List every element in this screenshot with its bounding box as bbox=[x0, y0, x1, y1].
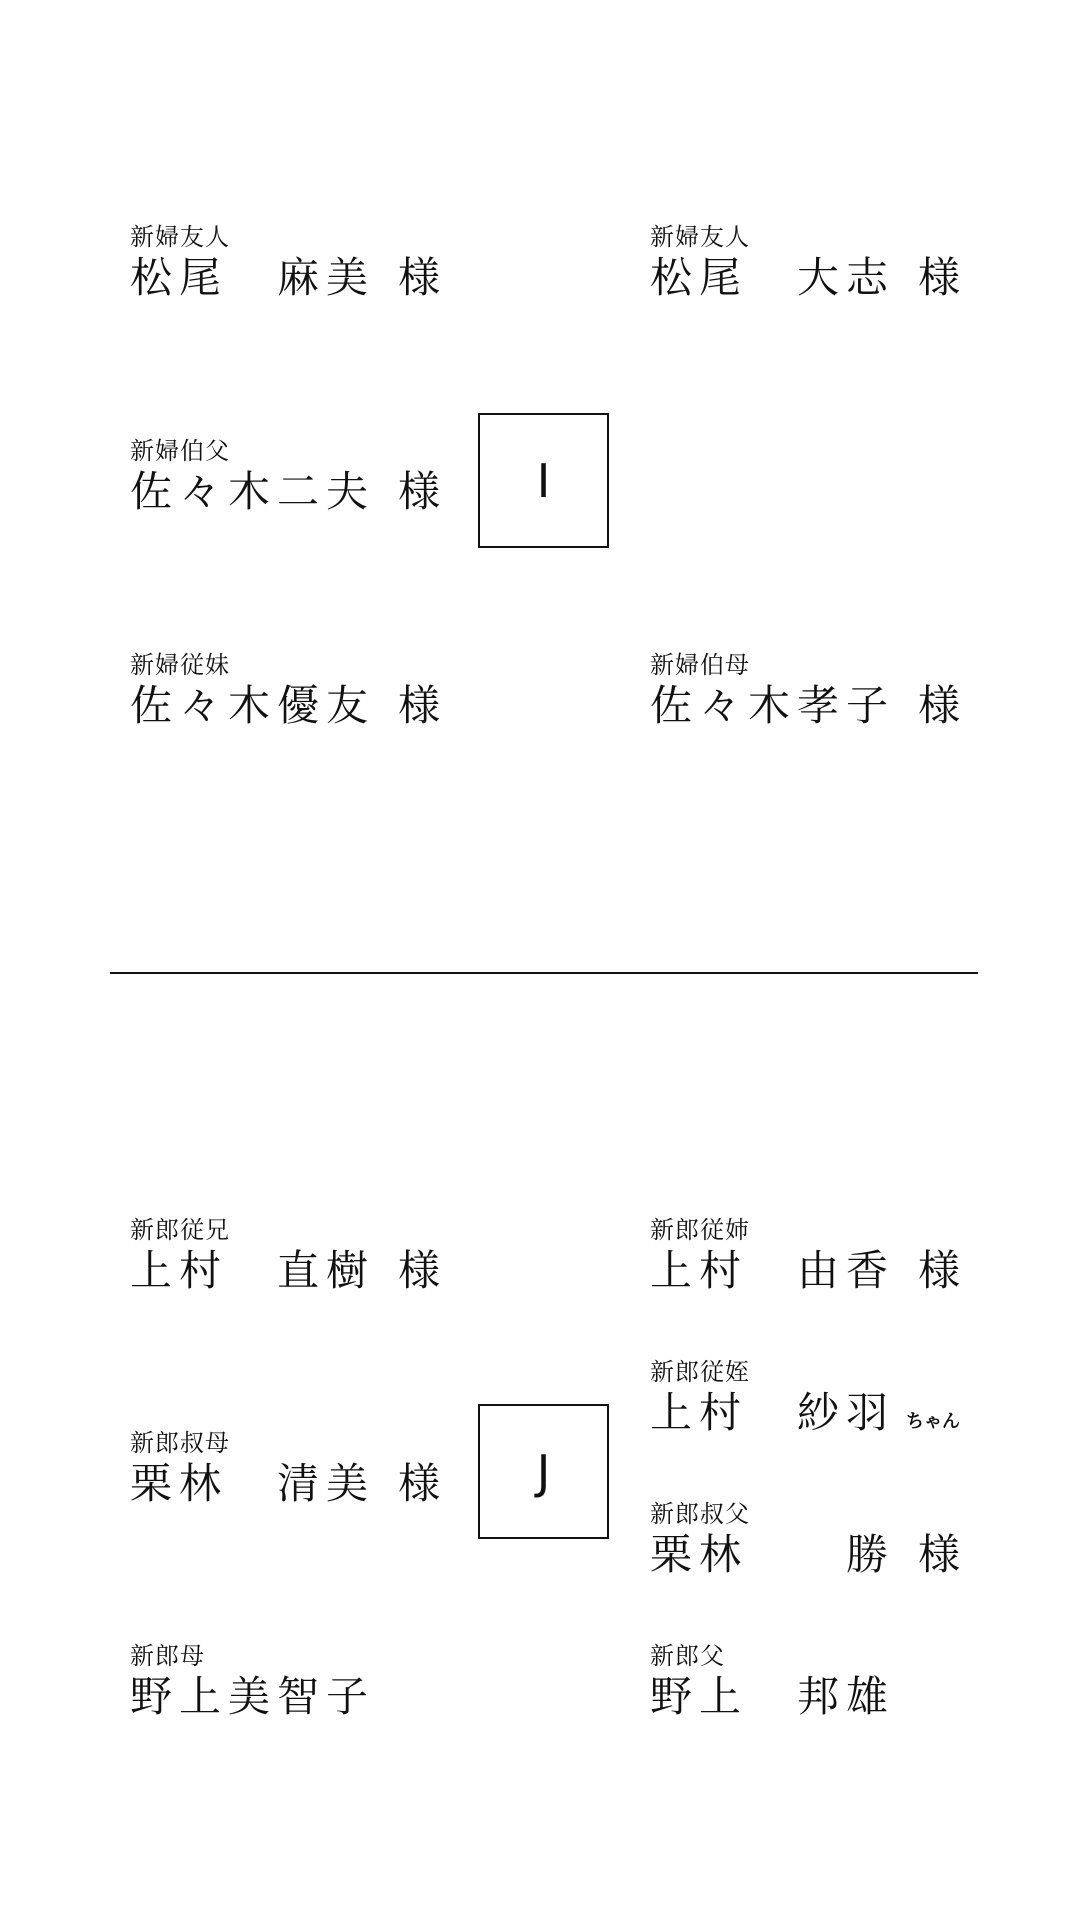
guest-honorific: ちゃん bbox=[906, 1411, 960, 1432]
guest-honorific: 様 bbox=[917, 1530, 960, 1579]
guest-name-line bbox=[130, 681, 440, 731]
guest-name: 松尾 大志 bbox=[650, 253, 896, 302]
name-card-i-middle-left bbox=[130, 437, 440, 517]
name-card-j-upper-right bbox=[650, 1358, 960, 1438]
guest-relation: 新郎従姪 bbox=[650, 1358, 750, 1386]
guest-relation: 新郎従兄 bbox=[130, 1216, 230, 1244]
table-marker-j bbox=[478, 1404, 609, 1539]
guest-name-line bbox=[130, 467, 440, 517]
name-card-j-bottom-left bbox=[130, 1642, 440, 1722]
section-divider bbox=[110, 972, 978, 974]
name-card-j-middle-left bbox=[130, 1429, 440, 1509]
guest-relation: 新婦従妹 bbox=[130, 651, 230, 679]
guest-relation: 新郎父 bbox=[650, 1642, 725, 1670]
guest-name: 松尾 麻美 bbox=[130, 253, 376, 302]
guest-name-line bbox=[650, 1672, 960, 1722]
guest-name: 佐々木二夫 bbox=[130, 467, 376, 516]
guest-name-line bbox=[650, 681, 960, 731]
guest-name: 栗林 清美 bbox=[130, 1459, 376, 1508]
guest-name: 野上 邦雄 bbox=[650, 1672, 896, 1721]
guest-name: 上村 直樹 bbox=[130, 1246, 376, 1295]
guest-relation: 新郎叔母 bbox=[130, 1429, 230, 1457]
guest-name-line bbox=[130, 1672, 440, 1722]
guest-name: 佐々木孝子 bbox=[650, 681, 896, 730]
guest-relation: 新婦友人 bbox=[130, 223, 230, 251]
guest-name-line bbox=[130, 1246, 440, 1296]
guest-name-line bbox=[650, 1530, 960, 1580]
guest-honorific: 様 bbox=[397, 681, 440, 730]
guest-name-line bbox=[650, 1388, 960, 1438]
guest-honorific: 様 bbox=[397, 253, 440, 302]
guest-honorific: 様 bbox=[917, 681, 960, 730]
name-card-j-lower-right bbox=[650, 1500, 960, 1580]
guest-name: 栗林 勝 bbox=[650, 1530, 896, 1579]
guest-relation: 新婦伯母 bbox=[650, 651, 750, 679]
guest-honorific: 様 bbox=[917, 253, 960, 302]
guest-relation: 新婦伯父 bbox=[130, 437, 230, 465]
guest-name: 上村 由香 bbox=[650, 1246, 896, 1295]
name-card-i-bottom-right bbox=[650, 651, 960, 731]
name-card-j-bottom-right bbox=[650, 1642, 960, 1722]
name-card-i-top-right bbox=[650, 223, 960, 303]
table-marker-i bbox=[478, 413, 609, 548]
guest-relation: 新郎従姉 bbox=[650, 1216, 750, 1244]
guest-relation: 新郎叔父 bbox=[650, 1500, 750, 1528]
name-card-j-top-right bbox=[650, 1216, 960, 1296]
guest-relation: 新郎母 bbox=[130, 1642, 205, 1670]
guest-honorific: 様 bbox=[917, 1246, 960, 1295]
table-label: J bbox=[536, 1444, 551, 1499]
name-card-j-top-left bbox=[130, 1216, 440, 1296]
guest-relation: 新婦友人 bbox=[650, 223, 750, 251]
guest-name: 上村 紗羽 bbox=[650, 1388, 896, 1437]
guest-name-line bbox=[130, 1459, 440, 1509]
guest-name: 佐々木優友 bbox=[130, 681, 376, 730]
guest-honorific: 様 bbox=[397, 1459, 440, 1508]
table-label: I bbox=[536, 453, 551, 508]
guest-name-line bbox=[650, 1246, 960, 1296]
guest-name-line bbox=[130, 253, 440, 303]
guest-name-line bbox=[650, 253, 960, 303]
name-card-i-bottom-left bbox=[130, 651, 440, 731]
guest-honorific: 様 bbox=[397, 1246, 440, 1295]
guest-name: 野上美智子 bbox=[130, 1672, 376, 1721]
name-card-i-top-left bbox=[130, 223, 440, 303]
guest-honorific: 様 bbox=[397, 467, 440, 516]
